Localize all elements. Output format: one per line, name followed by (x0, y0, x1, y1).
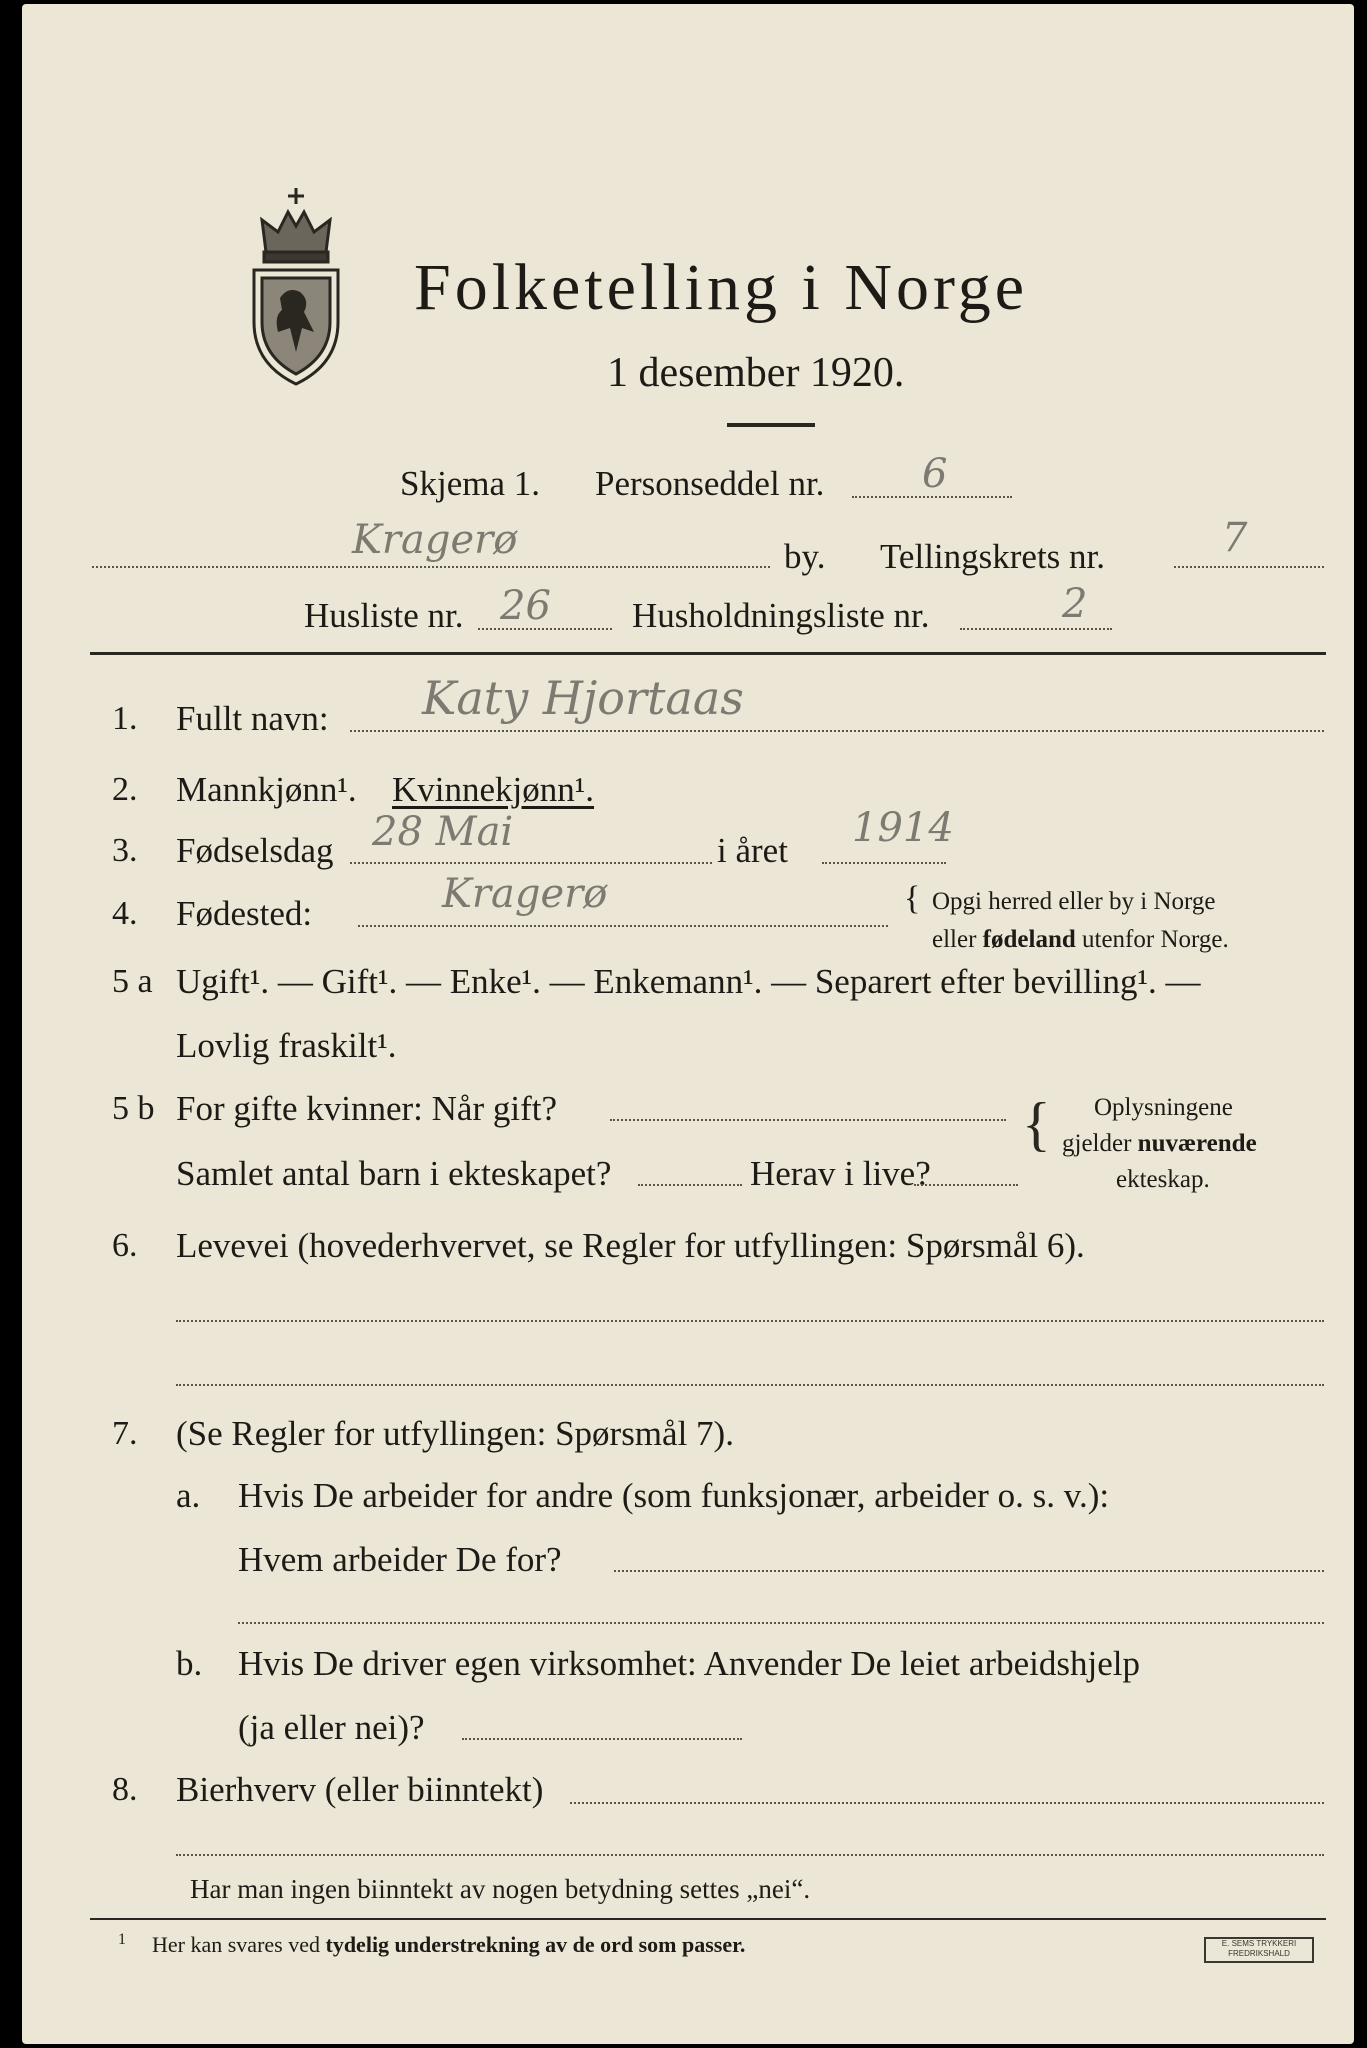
q5b-children-label: Samlet antal barn i ekteskapet? (176, 1154, 612, 1193)
occupation-field-2[interactable] (176, 1384, 1324, 1386)
form-title: Folketelling i Norge (414, 251, 1029, 324)
married-date-field[interactable] (610, 1119, 1006, 1121)
title-divider (727, 423, 815, 427)
q5b-note-line2: gjelder nuværende (1062, 1130, 1257, 1157)
q1-number: 1. (112, 700, 138, 737)
full-name-field[interactable] (350, 730, 1324, 732)
children-alive-field[interactable] (914, 1184, 1018, 1186)
husholdningsliste-label: Husholdningsliste nr. (632, 596, 930, 635)
q8-label: Bierhverv (eller biinntekt) (176, 1770, 544, 1809)
year-label: i året (717, 831, 788, 870)
place-field[interactable] (92, 566, 770, 568)
q3-number: 3. (112, 832, 138, 869)
employer-field[interactable] (614, 1570, 1324, 1572)
q4-label: Fødested: (176, 894, 313, 933)
q4-number: 4. (112, 895, 138, 932)
birthplace-field[interactable] (358, 925, 888, 927)
option-mannkjonn[interactable]: Mannkjønn¹. (176, 770, 357, 809)
husliste-label: Husliste nr. (304, 596, 464, 635)
full-name-value: Katy Hjortaas (422, 671, 744, 725)
q5b-married-label: For gifte kvinner: Når gift? (176, 1089, 558, 1128)
q3-label: Fødselsdag (176, 831, 334, 870)
q5b-note-line1: Oplysningene (1094, 1094, 1233, 1121)
option-kvinnekjonn[interactable]: Kvinnekjønn¹. (392, 770, 595, 809)
employer-field-2[interactable] (238, 1622, 1324, 1624)
q7a-letter: a. (176, 1476, 201, 1515)
husholdningsliste-field[interactable] (960, 628, 1112, 630)
footnote-text: Her kan svares ved tydelig understrekning av de ord som passer. (152, 1932, 746, 1957)
q8-note: Har man ingen biinntekt av nogen betydning settes „nei“. (190, 1874, 811, 1904)
birth-year-value: 1914 (852, 805, 954, 851)
husliste-value: 26 (500, 583, 551, 629)
q4-brace-top: { (904, 880, 921, 917)
children-count-field[interactable] (638, 1184, 742, 1186)
husholdningsliste-value: 2 (1062, 581, 1088, 627)
norwegian-coat-of-arms-icon (244, 182, 348, 388)
q7b-letter: b. (176, 1644, 203, 1683)
birthday-value: 28 Mai (372, 809, 514, 855)
footnote-marker: 1 (118, 1931, 126, 1948)
q7a-line2: Hvem arbeider De for? (238, 1540, 562, 1579)
footnote-separator (90, 1918, 1326, 1920)
by-label: by. (784, 537, 826, 576)
census-form-page (22, 4, 1354, 2044)
q7-number: 7. (112, 1415, 138, 1452)
q1-label: Fullt navn: (176, 699, 329, 738)
personseddel-value: 6 (922, 451, 948, 497)
header-separator (90, 652, 1326, 655)
birthplace-value: Kragerø (442, 871, 608, 917)
marital-status-options-cont[interactable]: Lovlig fraskilt¹. (176, 1026, 397, 1065)
q5a-number: 5 a (112, 963, 153, 1000)
tellingskrets-value: 7 (1222, 515, 1248, 561)
q5b-note-line3: ekteskap. (1116, 1166, 1210, 1193)
q6-label: Levevei (hovederhvervet, se Regler for utfyllingen: Spørsmål 6). (176, 1226, 1085, 1265)
tellingskrets-label: Tellingskrets nr. (880, 537, 1106, 576)
q4-note-line1: Opgi herred eller by i Norge (932, 888, 1216, 915)
q5b-alive-label: Herav i live? (750, 1154, 931, 1193)
side-income-field-2[interactable] (176, 1854, 1324, 1856)
q8-number: 8. (112, 1771, 138, 1808)
q6-number: 6. (112, 1227, 138, 1264)
tellingskrets-field[interactable] (1174, 566, 1324, 568)
q7a-line1: Hvis De arbeider for andre (som funksjonær, arbeider o. s. v.): (238, 1476, 1110, 1515)
q7b-line2: (ja eller nei)? (238, 1708, 425, 1747)
hired-help-field[interactable] (462, 1738, 742, 1740)
occupation-field-1[interactable] (176, 1320, 1324, 1322)
q5b-number: 5 b (112, 1090, 155, 1127)
q7b-line1: Hvis De driver egen virksomhet: Anvender De leiet arbeidshjelp (238, 1644, 1140, 1683)
q2-number: 2. (112, 771, 138, 808)
q4-note-line2: eller fødeland utenfor Norge. (932, 926, 1229, 953)
place-value: Kragerø (352, 517, 518, 563)
schema-label: Skjema 1. (400, 464, 540, 503)
marital-status-options[interactable]: Ugift¹. — Gift¹. — Enke¹. — Enkemann¹. — Separert efter bevilling¹. — (176, 962, 1201, 1001)
printer-stamp: E. SEMS TRYKKERI FREDRIKSHALD (1204, 1937, 1314, 1963)
side-income-field[interactable] (570, 1802, 1324, 1804)
personseddel-label: Personseddel nr. (595, 464, 825, 503)
birthday-field[interactable] (350, 862, 712, 864)
birth-year-field[interactable] (822, 862, 946, 864)
q7-label: (Se Regler for utfyllingen: Spørsmål 7). (176, 1414, 734, 1453)
q5b-brace: { (1022, 1091, 1051, 1157)
census-date: 1 desember 1920. (607, 350, 905, 396)
